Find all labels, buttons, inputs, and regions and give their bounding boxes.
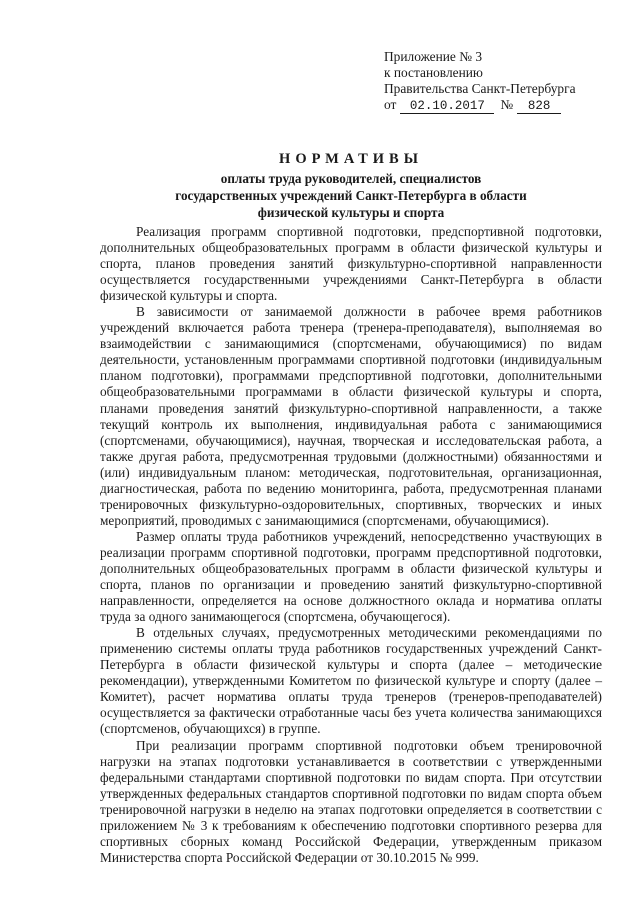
title-line-3: физической культуры и спорта <box>257 205 445 220</box>
title-line-1: оплаты труда руководителей, специалистов <box>220 171 482 186</box>
paragraph: В зависимости от занимаемой должности в рабочее время работников учреждений включается работа тренера (тренера-преподавателя), выполняемая во взаимодействии с занимающимися (спортсменами, обучающимися) по видам деятельности, установленным программами спортивной подготовки (индивидуальным планом подготовки), программами предспортивной подготовки, дополнительными общеобразовательными программами в области физической культуры и спорта, планами проведения занятий физкультурно-спортивной направленности, а также текущий контроль их выполнения, индивидуальная работа с занимающимися (спортсменами, обучающимися), научная, творческая и исследовательская работа, а также другая работа, предусмотренная трудовыми (должностными) обязанностями и (или) индивидуальным планом: методическая, подготовительная, организационная, диагностическая, работа по ведению мониторинга, работа, предусмотренная планами тренировочных физкультурно-оздоровительных, спортивных, творческих и иных мероприятий, проводимых с занимающимися (спортсменами, обучающимися). <box>100 304 602 528</box>
appendix-label: Приложение № 3 <box>384 49 483 64</box>
date-prefix: от <box>384 97 397 112</box>
appendix-government: Правительства Санкт-Петербурга <box>384 81 576 96</box>
appendix-date-line <box>384 97 614 114</box>
paragraph: В отдельных случаях, предусмотренных методическими рекомендациями по применению системы оплаты труда работников государственных учреждений Санкт-Петербурга в области физической культуры и спорта (далее – методические рекомендации), утвержденными Комитетом по физической культуре и спорту (далее – Комитет), расчет норматива оплаты труда тренеров (тренеров-преподавателей) осуществляется за фактически отработанные часы без учета количества занимающихся (спортсменов, обучающихся) в группе. <box>100 625 602 737</box>
paragraph: Реализация программ спортивной подготовки, предспортивной подготовки, дополнительных общеобразовательных программ в области физической культуры и спорта, планов проведения занятий физкультурно-спортивной направленности осуществляется государственными учреждениями Санкт-Петербурга в области физической культуры и спорта. <box>100 224 602 304</box>
document-title <box>100 150 602 221</box>
document-number: 828 <box>517 99 561 114</box>
title-heading: НОРМАТИВЫ <box>279 151 423 167</box>
document-date: 02.10.2017 <box>400 99 494 114</box>
number-prefix: № <box>500 97 514 112</box>
document-body <box>100 224 602 866</box>
appendix-header <box>384 49 614 114</box>
title-line-2: государственных учреждений Санкт-Петербурга в области <box>175 188 527 203</box>
paragraph: При реализации программ спортивной подготовки объем тренировочной нагрузки на этапах подготовки устанавливается в соответствии с утвержденными федеральными стандартами спортивной подготовки по видам спорта. При отсутствии утвержденных федеральных стандартов спортивной подготовки по видам спорта объем тренировочной нагрузки в неделю на этапах подготовки определяется в соответствии с приложением № 3 к требованиям к обеспечению подготовки спортивного резерва для спортивных сборных команд Российской Федерации, утвержденным приказом Министерства спорта Российской Федерации от 30.10.2015 № 999. <box>100 737 602 865</box>
paragraph: Размер оплаты труда работников учреждений, непосредственно участвующих в реализации программ спортивной подготовки, программ предспортивной подготовки, дополнительных общеобразовательных программ в области физической культуры и спорта, планов по организации и проведению занятий физкультурно-спортивной направленности, определяется на основе должностного оклада и норматива оплаты труда за одного занимающегося (спортсмена, обучающегося). <box>100 528 602 625</box>
appendix-resolution: к постановлению <box>384 65 483 80</box>
